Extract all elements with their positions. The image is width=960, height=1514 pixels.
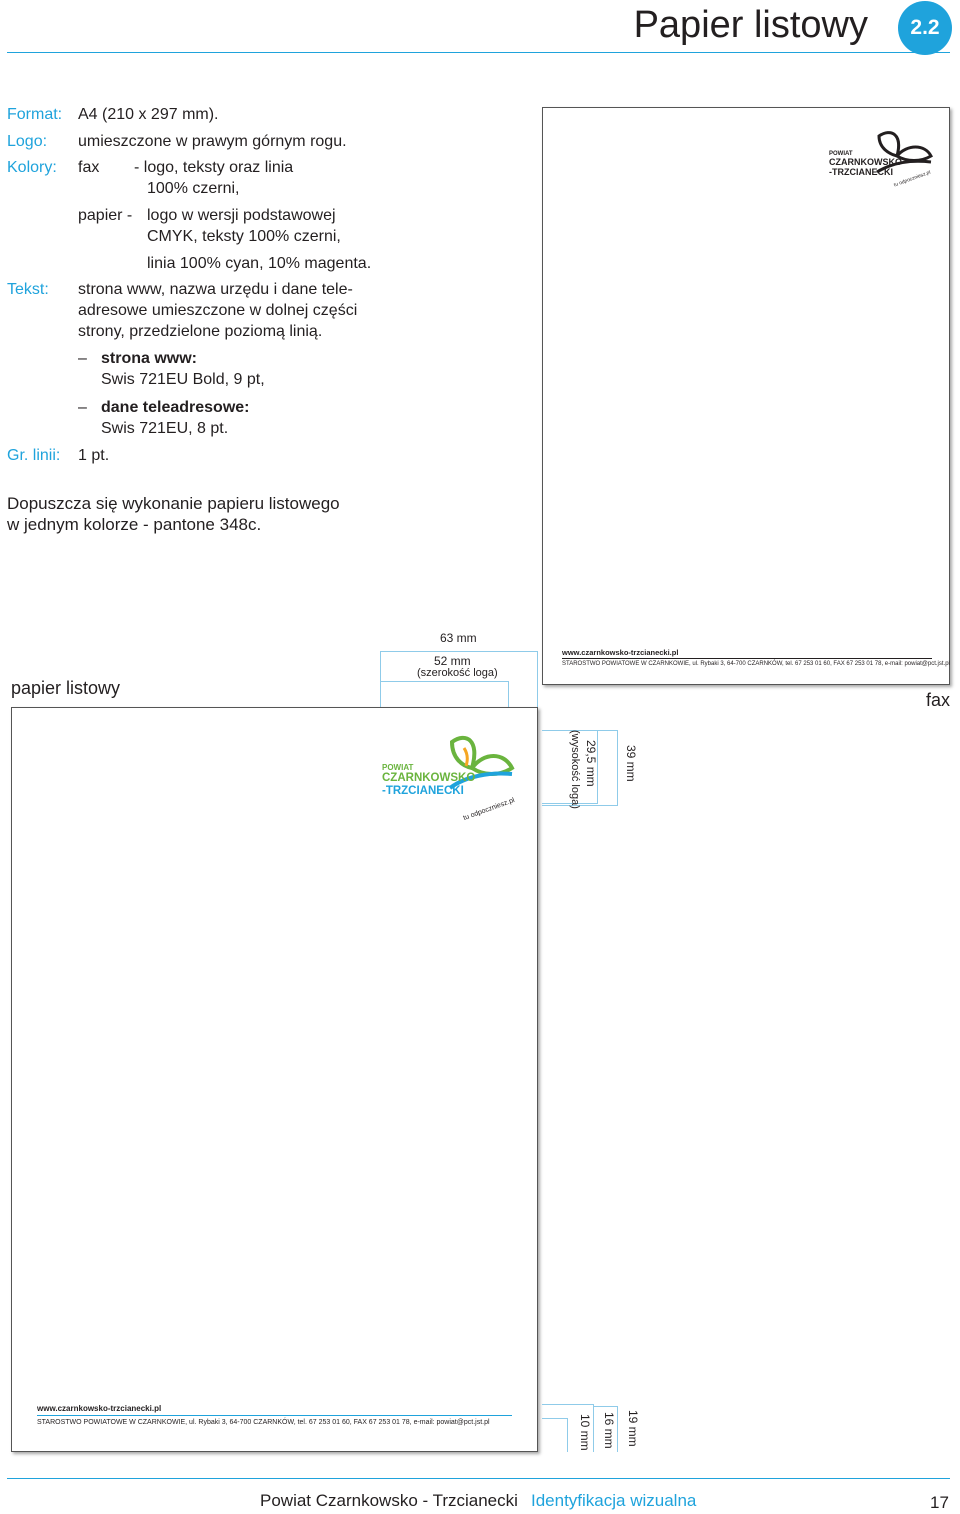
dim-height-logo-note: (wysokość loga) <box>569 730 581 809</box>
line-label: Gr. linii: <box>7 447 61 464</box>
dim-height-logo: 29,5 mm <box>584 740 598 787</box>
letterhead-address: STAROSTWO POWIATOWE W CZARNKOWIE, ul. Rybaki 3, 64-700 CZARNKÓW, tel. 67 253 01 60, FAX 67 253 01 78, e-mail: powiat@pct.jst.pl <box>37 1419 490 1426</box>
fax-label: fax <box>926 690 951 710</box>
fax-address: STAROSTWO POWIATOWE W CZARNKOWIE, ul. Rybaki 3, 64-700 CZARNKÓW, tel. 67 253 01 60, FAX 67 253 01 78, e-mail: powiat@pct.jst.pl <box>562 661 950 667</box>
note-line-1: Dopuszcza się wykonanie papieru listowego <box>7 494 340 513</box>
footer-doc: Identyfikacja wizualna <box>531 1491 697 1510</box>
text-value-3: strony, przedzielone poziomą linią. <box>78 323 323 340</box>
footer-org: Powiat Czarnkowsko - Trzcianecki <box>260 1491 518 1510</box>
bullet-dash-www: – <box>78 350 87 367</box>
logo-value: umieszczone w prawym górnym rogu. <box>78 133 347 150</box>
text-value-2: adresowe umieszczone w dolnej części <box>78 302 358 319</box>
dim-width-logo-note: (szerokość loga) <box>417 667 498 679</box>
dim-bottom-10: 10 mm <box>578 1414 592 1451</box>
paper-color-value-1: logo w wersji podstawowej <box>147 207 336 224</box>
paper-color-value-2: CMYK, teksty 100% czerni, <box>147 228 341 245</box>
text-label: Tekst: <box>7 281 49 298</box>
dim-height-total: 39 mm <box>624 745 638 782</box>
dim-bottom-16: 16 mm <box>602 1412 616 1449</box>
letterhead-sheet <box>11 707 538 1452</box>
paper-color-value-3: linia 100% cyan, 10% magenta. <box>147 255 372 272</box>
fax-rule <box>562 658 932 659</box>
letterhead-rule <box>37 1415 512 1416</box>
format-label: Format: <box>7 106 63 123</box>
addr-title: dane teleadresowe: <box>101 399 250 416</box>
section-badge: 2.2 <box>898 1 952 55</box>
header-rule <box>7 52 950 53</box>
fax-logo <box>829 126 933 189</box>
bullet-dash-addr: – <box>78 399 87 416</box>
page-number: 17 <box>930 1493 949 1512</box>
fax-color-label: fax <box>78 159 100 176</box>
fax-logo-tagline: tu odpoczniesz.pl <box>893 169 932 189</box>
letterhead-logo <box>382 730 517 822</box>
letterhead-www: www.czarnkowsko-trzcianecki.pl <box>37 1404 162 1413</box>
footer-rule <box>7 1478 950 1479</box>
fax-logo-line2: CZARNKOWSKO <box>829 157 902 167</box>
page-title: Papier listowy <box>633 4 868 46</box>
paper-color-label: papier - <box>78 207 133 224</box>
letterhead-logo-tagline: tu odpoczniesz.pl <box>462 796 516 823</box>
format-value: A4 (210 x 297 mm). <box>78 106 219 123</box>
line-value: 1 pt. <box>78 447 110 464</box>
dim-width-logo: 52 mm <box>434 654 471 668</box>
fax-color-value-2: 100% czerni, <box>147 180 240 197</box>
letterhead-logo-line2: CZARNKOWSKO <box>382 772 476 784</box>
fax-www: www.czarnkowsko-trzcianecki.pl <box>562 648 679 657</box>
text-value-1: strona www, nazwa urzędu i dane tele- <box>78 281 353 298</box>
www-font: Swis 721EU Bold, 9 pt, <box>101 371 265 388</box>
dim-width-total: 63 mm <box>440 631 477 645</box>
dim-bottom-inner-frame <box>542 1418 568 1452</box>
letterhead-label: papier listowy <box>11 678 121 698</box>
logo-label: Logo: <box>7 133 48 150</box>
letterhead-logo-line1: POWIAT <box>382 763 414 772</box>
fax-logo-line3: -TRZCIANECKI <box>829 167 893 177</box>
fax-logo-line1: POWIAT <box>829 151 853 157</box>
fax-sheet <box>542 107 950 685</box>
letterhead-logo-line3: -TRZCIANECKI <box>382 785 464 797</box>
colors-label: Kolory: <box>7 159 57 176</box>
addr-font: Swis 721EU, 8 pt. <box>101 420 229 437</box>
www-title: strona www: <box>101 350 198 367</box>
note-line-2: w jednym kolorze - pantone 348c. <box>7 515 262 534</box>
fax-color-value-1: - logo, teksty oraz linia <box>134 159 294 176</box>
dim-bottom-19: 19 mm <box>626 1410 640 1447</box>
